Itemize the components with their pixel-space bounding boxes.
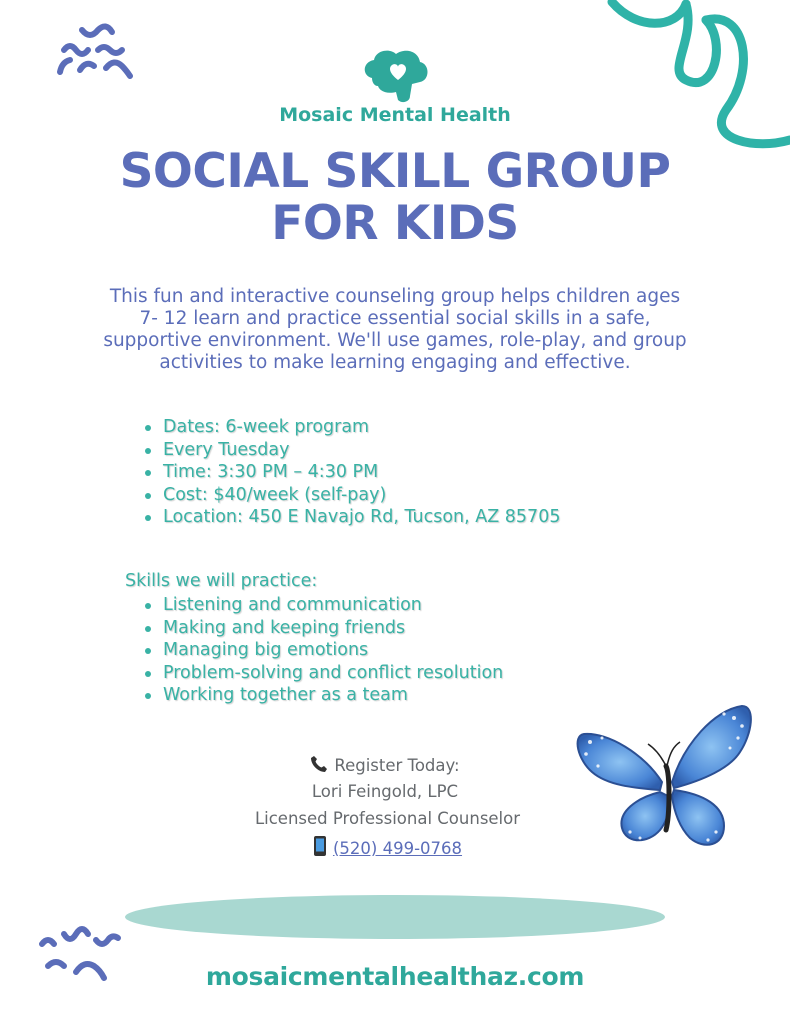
list-item: Location: 450 E Navajo Rd, Tucson, AZ 85705 bbox=[141, 506, 560, 529]
page-title-line-2: FOR KIDS bbox=[271, 196, 519, 251]
list-item: Listening and communication bbox=[141, 594, 503, 617]
counselor-title: Licensed Professional Counselor bbox=[254, 809, 521, 828]
list-item: Making and keeping friends bbox=[141, 617, 503, 640]
list-item: Problem-solving and conflict resolution bbox=[141, 662, 503, 685]
page-title bbox=[0, 146, 790, 250]
intro-line: 7- 12 learn and practice essential social skills in a safe, bbox=[139, 308, 651, 329]
skills-list bbox=[141, 594, 503, 707]
list-item: Time: 3:30 PM – 4:30 PM bbox=[141, 461, 560, 484]
telephone-icon bbox=[310, 755, 328, 773]
skills-heading: Skills we will practice: bbox=[125, 571, 318, 591]
butterfly-illustration-icon bbox=[574, 704, 754, 854]
page-title-line-1: SOCIAL SKILL GROUP bbox=[119, 144, 671, 199]
intro-line: This fun and interactive counseling group helps children ages bbox=[109, 286, 681, 307]
counselor-name: Lori Feingold, LPC bbox=[311, 782, 459, 801]
list-item: Every Tuesday bbox=[141, 439, 560, 462]
program-details-list bbox=[141, 416, 560, 529]
intro-line: supportive environment. We'll use games, role-play, and group bbox=[103, 330, 687, 351]
decorative-ellipse bbox=[125, 895, 665, 939]
brain-heart-logo-icon bbox=[360, 48, 430, 104]
list-item: Dates: 6-week program bbox=[141, 416, 560, 439]
phone-link[interactable]: (520) 499-0768 bbox=[332, 839, 463, 858]
register-text: Register Today: bbox=[334, 756, 460, 775]
list-item: Working together as a team bbox=[141, 684, 503, 707]
mobile-phone-icon bbox=[313, 836, 327, 856]
website-link[interactable]: mosaicmentalhealthaz.com bbox=[205, 962, 585, 991]
intro-line: activities to make learning engaging and effective. bbox=[159, 352, 631, 373]
intro-paragraph bbox=[70, 286, 720, 374]
list-item: Managing big emotions bbox=[141, 639, 503, 662]
brand-name: Mosaic Mental Health bbox=[279, 104, 511, 126]
loop-decoration-top-right bbox=[606, 0, 790, 160]
squiggle-decoration-top-left bbox=[52, 20, 142, 82]
list-item: Cost: $40/week (self-pay) bbox=[141, 484, 560, 507]
